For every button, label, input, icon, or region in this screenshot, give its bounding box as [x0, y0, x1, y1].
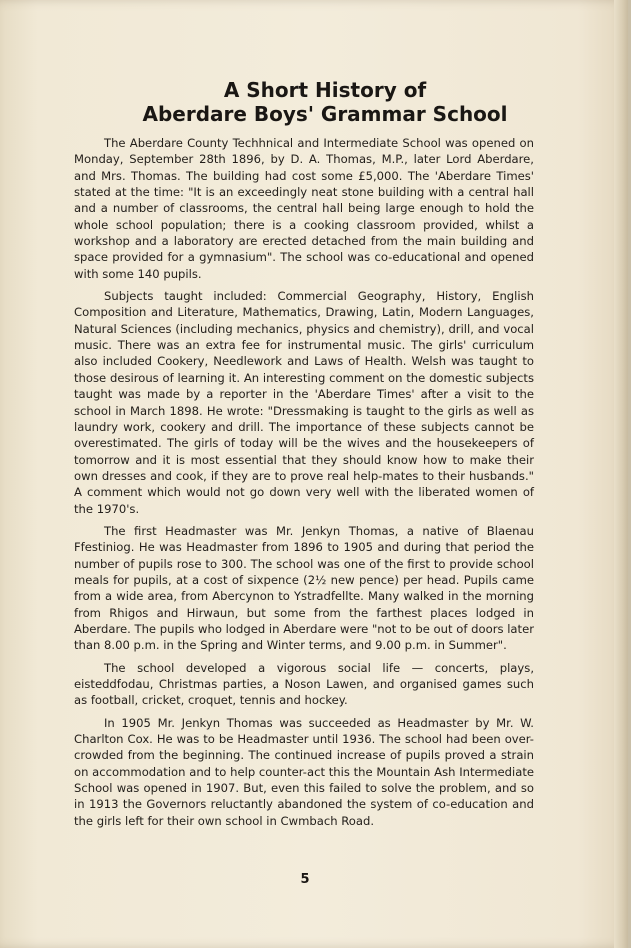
- paragraph: The Aberdare County Techhnical and Intermediate School was opened on Monday, September 28th 1896, by D. A. Thomas, M.P., later Lord Aberdare, and Mrs. Thomas. The building had cost some £5,000. The 'Aberdare Times' stated at the time: "It is an exceedingly neat stone building with a central hall and a number of classrooms, the central hall being large enough to hold the whole school population; there is a cooking classroom provided, whilst a workshop and a laboratory are erected detached from the main building and space provided for a gymnasium". The school was co-educational and opened with some 140 pupils.: [74, 136, 534, 281]
- page-title: [60, 78, 590, 126]
- page-edge: [614, 0, 628, 948]
- paragraph: Subjects taught included: Commercial Geography, History, English Composition and Literature, Mathematics, Drawing, Latin, Modern Languages, Natural Sciences (including mechanics, physics and chemistry), drill, and vocal music. There was an extra fee for instrumental music. The girls' curriculum also included Cookery, Needlework and Laws of Health. Welsh was taught to those desirous of learning it. An interesting comment on the domestic subjects taught was made by a reporter in the 'Aberdare Times' after a visit to the school in March 1898. He wrote: "Dressmaking is taught to the girls as well as laundry work, cookery and drill. The importance of these subjects cannot be overestimated. The girls of today will be the wives and the housekeepers of tomorrow and it is most essential that they should know how to make their own dresses and cook, if they are to prove real help-mates to their husbands." A comment which would not go down very well with the liberated women of the 1970's.: [74, 289, 534, 516]
- paragraph: The school developed a vigorous social life — concerts, plays, eisteddfodau, Christmas parties, a Noson Lawen, and organised games such as football, cricket, croquet, tennis and hockey.: [74, 660, 534, 708]
- page-number: 5: [300, 872, 310, 887]
- title-line-2: Aberdare Boys' Grammar School: [142, 102, 508, 126]
- paragraph: The first Headmaster was Mr. Jenkyn Thomas, a native of Blaenau Ffestiniog. He was Headmaster from 1896 to 1905 and during that period the number of pupils rose to 300. The school was one of the first to provide school meals for pupils, at a cost of sixpence (2½ new pence) per head. Pupils came from a wide area, from Abercynon to Ystradfellte. Many walked in the morning from Rhigos and Hirwaun, but some from the farthest places lodged in Aberdare. The pupils who lodged in Aberdare were "not to be out of doors later than 8.00 p.m. in the Spring and Winter terms, and 9.00 p.m. in Summer".: [74, 523, 534, 653]
- article-body: [74, 135, 534, 835]
- title-line-1: A Short History of: [223, 78, 427, 102]
- paragraph: In 1905 Mr. Jenkyn Thomas was succeeded as Headmaster by Mr. W. Charlton Cox. He was to be Headmaster until 1936. The school had been over-crowded from the beginning. The continued increase of pupils proved a strain on accommodation and to help counter-act this the Mountain Ash Intermediate School was opened in 1907. But, even this failed to solve the problem, and so in 1913 the Governors reluctantly abandoned the system of co-education and the girls left for their own school in Cwmbach Road.: [74, 715, 534, 828]
